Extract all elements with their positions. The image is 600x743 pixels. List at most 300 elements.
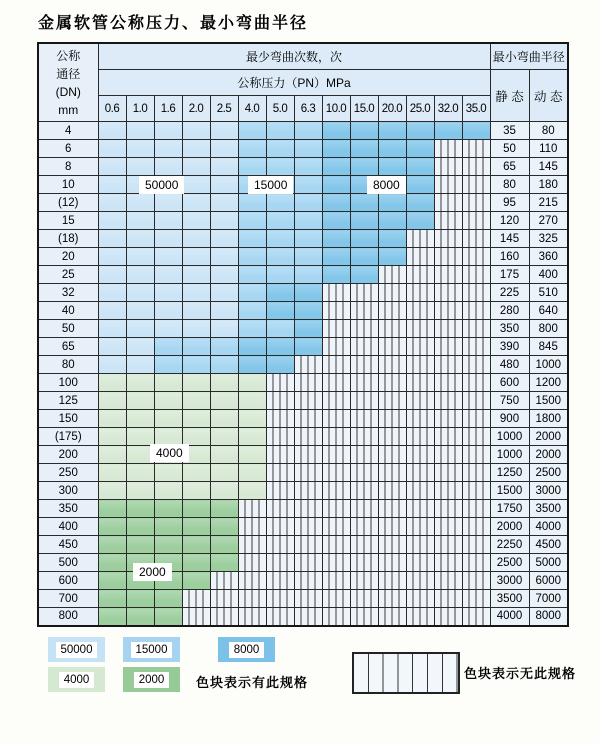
dn-cell: 80 — [38, 356, 98, 374]
cell-no-spec-hatch — [434, 482, 462, 500]
cell-spec-g40 — [210, 482, 238, 500]
cell-no-spec-hatch — [434, 500, 462, 518]
cell-no-spec-hatch — [322, 464, 350, 482]
cell-spec-g40 — [126, 428, 154, 446]
cell-no-spec-hatch — [238, 572, 266, 590]
cell-no-spec-hatch — [406, 590, 434, 608]
cell-spec-b50 — [210, 230, 238, 248]
cell-no-spec-hatch — [378, 302, 406, 320]
dynamic-value-cell: 3000 — [529, 482, 568, 500]
cell-spec-b15 — [238, 194, 266, 212]
cell-no-spec-hatch — [294, 536, 322, 554]
static-value-cell: 900 — [490, 410, 529, 428]
dynamic-value-cell: 1200 — [529, 374, 568, 392]
cell-no-spec-hatch — [378, 374, 406, 392]
legend-swatch-50000 — [48, 637, 105, 662]
static-value-cell: 3500 — [490, 590, 529, 608]
cell-no-spec-hatch — [462, 338, 490, 356]
cell-no-spec-hatch — [462, 320, 490, 338]
cell-no-spec-hatch — [266, 518, 294, 536]
cell-no-spec-hatch — [406, 428, 434, 446]
dynamic-value-cell: 215 — [529, 194, 568, 212]
dynamic-value-cell: 800 — [529, 320, 568, 338]
cell-spec-g20 — [210, 500, 238, 518]
cell-no-spec-hatch — [294, 554, 322, 572]
cell-no-spec-hatch — [322, 410, 350, 428]
cell-no-spec-hatch — [350, 374, 378, 392]
cell-no-spec-hatch — [462, 194, 490, 212]
legend-swatch-label: 8000 — [229, 642, 265, 658]
dynamic-value-cell: 400 — [529, 266, 568, 284]
cell-no-spec-hatch — [434, 230, 462, 248]
cell-no-spec-hatch — [350, 464, 378, 482]
table-row — [38, 554, 568, 572]
cell-no-spec-hatch — [434, 158, 462, 176]
cell-no-spec-hatch — [434, 572, 462, 590]
cell-no-spec-hatch — [266, 554, 294, 572]
corner-header-dn — [38, 43, 98, 122]
dn-cell: 150 — [38, 410, 98, 428]
legend-hatch-swatch — [352, 652, 460, 694]
cell-no-spec-hatch — [406, 500, 434, 518]
pressure-col-header: 1.6 — [154, 96, 182, 122]
cell-spec-b8 — [350, 266, 378, 284]
cell-no-spec-hatch — [406, 464, 434, 482]
cell-no-spec-hatch — [462, 536, 490, 554]
cell-spec-b50 — [98, 194, 126, 212]
cell-no-spec-hatch — [434, 338, 462, 356]
cell-no-spec-hatch — [434, 212, 462, 230]
cell-spec-g20 — [210, 554, 238, 572]
static-value-cell: 120 — [490, 212, 529, 230]
cell-spec-b50 — [182, 284, 210, 302]
table-row — [38, 464, 568, 482]
cell-spec-b15 — [266, 212, 294, 230]
legend-swatch-label: 50000 — [56, 642, 98, 658]
static-value-cell: 95 — [490, 194, 529, 212]
cell-spec-b50 — [210, 248, 238, 266]
cell-spec-b50 — [210, 140, 238, 158]
cell-spec-b8 — [322, 140, 350, 158]
pressure-col-header: 15.0 — [350, 96, 378, 122]
cell-spec-b15 — [182, 356, 210, 374]
cell-no-spec-hatch — [378, 572, 406, 590]
cell-spec-b50 — [126, 302, 154, 320]
cell-no-spec-hatch — [322, 482, 350, 500]
cell-spec-b15 — [238, 158, 266, 176]
cell-no-spec-hatch — [350, 536, 378, 554]
cell-no-spec-hatch — [378, 608, 406, 626]
cell-spec-b8 — [350, 122, 378, 140]
cell-no-spec-hatch — [406, 446, 434, 464]
cell-spec-b50 — [126, 122, 154, 140]
table-row — [38, 374, 568, 392]
cell-spec-g20 — [126, 536, 154, 554]
cell-no-spec-hatch — [294, 356, 322, 374]
pressure-col-header: 32.0 — [434, 96, 462, 122]
table-row — [38, 266, 568, 284]
cell-spec-b15 — [294, 158, 322, 176]
cell-spec-b8 — [350, 230, 378, 248]
cell-spec-b15 — [238, 140, 266, 158]
cell-no-spec-hatch — [322, 428, 350, 446]
static-value-cell: 2500 — [490, 554, 529, 572]
cell-spec-g20 — [98, 518, 126, 536]
static-value-cell: 65 — [490, 158, 529, 176]
cell-no-spec-hatch — [322, 302, 350, 320]
dynamic-value-cell: 8000 — [529, 608, 568, 626]
cell-spec-g20 — [210, 518, 238, 536]
cell-no-spec-hatch — [406, 302, 434, 320]
cell-spec-g20 — [154, 500, 182, 518]
cell-no-spec-hatch — [210, 608, 238, 626]
dynamic-value-cell: 110 — [529, 140, 568, 158]
cell-no-spec-hatch — [462, 518, 490, 536]
cell-no-spec-hatch — [434, 266, 462, 284]
cell-spec-b15 — [238, 284, 266, 302]
cell-spec-b8 — [294, 284, 322, 302]
dn-cell: 50 — [38, 320, 98, 338]
cell-spec-g20 — [182, 500, 210, 518]
cell-no-spec-hatch — [350, 302, 378, 320]
cell-spec-b50 — [126, 194, 154, 212]
pressure-col-header: 25.0 — [406, 96, 434, 122]
cell-spec-g20 — [154, 608, 182, 626]
cell-spec-g20 — [182, 572, 210, 590]
cell-no-spec-hatch — [378, 320, 406, 338]
legend-has-spec-text: 色块表示有此规格 — [196, 675, 309, 690]
table-row — [38, 122, 568, 140]
cell-spec-b8 — [266, 338, 294, 356]
cell-no-spec-hatch — [322, 338, 350, 356]
static-value-cell: 1500 — [490, 482, 529, 500]
static-value-cell: 1000 — [490, 446, 529, 464]
cell-spec-b50 — [210, 320, 238, 338]
cell-no-spec-hatch — [238, 554, 266, 572]
cell-no-spec-hatch — [266, 446, 294, 464]
cell-spec-b15 — [266, 140, 294, 158]
dynamic-value-cell: 4500 — [529, 536, 568, 554]
dn-cell: 100 — [38, 374, 98, 392]
cell-spec-b50 — [154, 140, 182, 158]
cell-spec-b50 — [210, 212, 238, 230]
cell-spec-b15 — [294, 230, 322, 248]
cell-spec-b8 — [322, 266, 350, 284]
cell-no-spec-hatch — [322, 392, 350, 410]
cell-spec-g40 — [238, 392, 266, 410]
cell-spec-b15 — [266, 320, 294, 338]
cell-spec-b15 — [238, 212, 266, 230]
cell-spec-g20 — [154, 536, 182, 554]
cell-spec-b15 — [266, 248, 294, 266]
cell-no-spec-hatch — [350, 518, 378, 536]
dn-cell: 300 — [38, 482, 98, 500]
cell-no-spec-hatch — [378, 428, 406, 446]
dynamic-value-cell: 640 — [529, 302, 568, 320]
cell-spec-b8 — [322, 176, 350, 194]
cell-spec-g40 — [154, 464, 182, 482]
cell-no-spec-hatch — [378, 410, 406, 428]
cell-no-spec-hatch — [294, 410, 322, 428]
cell-spec-b8 — [294, 338, 322, 356]
cell-no-spec-hatch — [434, 194, 462, 212]
cell-no-spec-hatch — [406, 536, 434, 554]
static-value-cell: 4000 — [490, 608, 529, 626]
cell-spec-b8 — [378, 194, 406, 212]
dn-cell: 350 — [38, 500, 98, 518]
cell-no-spec-hatch — [238, 500, 266, 518]
cell-no-spec-hatch — [294, 608, 322, 626]
cell-spec-b50 — [182, 230, 210, 248]
static-value-cell: 280 — [490, 302, 529, 320]
cell-spec-b8 — [350, 248, 378, 266]
cell-spec-g40 — [182, 482, 210, 500]
legend-swatch-label: 4000 — [59, 672, 95, 688]
cell-no-spec-hatch — [462, 230, 490, 248]
static-value-cell: 80 — [490, 176, 529, 194]
cell-no-spec-hatch — [378, 338, 406, 356]
cell-spec-g40 — [210, 392, 238, 410]
cell-spec-b8 — [294, 302, 322, 320]
table-row — [38, 446, 568, 464]
cell-spec-b50 — [98, 248, 126, 266]
cell-spec-g20 — [98, 536, 126, 554]
cell-no-spec-hatch — [434, 320, 462, 338]
table-row — [38, 338, 568, 356]
cell-no-spec-hatch — [294, 428, 322, 446]
cell-spec-g20 — [126, 608, 154, 626]
cell-no-spec-hatch — [238, 518, 266, 536]
cell-no-spec-hatch — [266, 374, 294, 392]
dn-cell: 400 — [38, 518, 98, 536]
cell-spec-b50 — [154, 230, 182, 248]
cell-spec-b50 — [98, 356, 126, 374]
cell-no-spec-hatch — [322, 536, 350, 554]
cell-spec-b50 — [126, 284, 154, 302]
cell-no-spec-hatch — [350, 428, 378, 446]
cell-no-spec-hatch — [462, 158, 490, 176]
table-row — [38, 212, 568, 230]
cell-spec-b50 — [182, 158, 210, 176]
table-wrapper — [37, 42, 569, 627]
pressure-col-header: 2.5 — [210, 96, 238, 122]
cell-spec-b15 — [238, 302, 266, 320]
pressure-col-header: 1.0 — [126, 96, 154, 122]
dn-cell: 700 — [38, 590, 98, 608]
cell-no-spec-hatch — [322, 590, 350, 608]
dynamic-value-cell: 7000 — [529, 590, 568, 608]
cell-no-spec-hatch — [378, 518, 406, 536]
cell-spec-b8 — [378, 140, 406, 158]
cell-spec-g20 — [154, 518, 182, 536]
static-value-cell: 2250 — [490, 536, 529, 554]
cell-spec-b8 — [350, 194, 378, 212]
cell-spec-g40 — [98, 410, 126, 428]
dn-cell: 40 — [38, 302, 98, 320]
cell-spec-b50 — [182, 194, 210, 212]
cell-no-spec-hatch — [294, 572, 322, 590]
dn-cell: 200 — [38, 446, 98, 464]
zone-label-8000: 8000 — [367, 176, 406, 194]
static-column-header: 静 态 — [490, 70, 529, 122]
cell-spec-b8 — [462, 122, 490, 140]
static-value-cell: 35 — [490, 122, 529, 140]
cell-no-spec-hatch — [462, 248, 490, 266]
cell-spec-b8 — [350, 158, 378, 176]
table-row — [38, 320, 568, 338]
cell-no-spec-hatch — [434, 374, 462, 392]
cell-no-spec-hatch — [406, 482, 434, 500]
cell-spec-b50 — [182, 122, 210, 140]
cell-no-spec-hatch — [434, 554, 462, 572]
cell-spec-g40 — [238, 482, 266, 500]
dn-cell: 32 — [38, 284, 98, 302]
dn-cell: 20 — [38, 248, 98, 266]
cell-spec-b15 — [266, 266, 294, 284]
pressure-col-header: 4.0 — [238, 96, 266, 122]
cell-no-spec-hatch — [434, 590, 462, 608]
dynamic-value-cell: 2500 — [529, 464, 568, 482]
cell-no-spec-hatch — [462, 284, 490, 302]
cell-no-spec-hatch — [294, 518, 322, 536]
cell-spec-g20 — [182, 554, 210, 572]
cell-no-spec-hatch — [210, 572, 238, 590]
cell-spec-b50 — [154, 122, 182, 140]
cell-spec-b8 — [294, 320, 322, 338]
zone-label-4000: 4000 — [150, 444, 189, 462]
cell-spec-g40 — [154, 374, 182, 392]
cell-spec-g20 — [210, 536, 238, 554]
dn-cell: 800 — [38, 608, 98, 626]
bend-times-header: 最少弯曲次数，次 — [98, 43, 490, 70]
cell-spec-b50 — [182, 266, 210, 284]
cell-no-spec-hatch — [462, 428, 490, 446]
dynamic-value-cell: 5000 — [529, 554, 568, 572]
dynamic-value-cell: 325 — [529, 230, 568, 248]
cell-no-spec-hatch — [322, 500, 350, 518]
pressure-header: 公称压力（PN）MPa — [98, 70, 490, 96]
corner-header-line: (DN) — [55, 84, 81, 99]
cell-spec-b8 — [322, 122, 350, 140]
cell-no-spec-hatch — [294, 464, 322, 482]
zone-label-2000: 2000 — [133, 563, 172, 581]
cell-spec-b15 — [294, 194, 322, 212]
cell-spec-g20 — [98, 608, 126, 626]
cell-spec-b15 — [266, 158, 294, 176]
cell-no-spec-hatch — [294, 392, 322, 410]
cell-no-spec-hatch — [434, 536, 462, 554]
cell-spec-b8 — [350, 140, 378, 158]
cell-spec-b50 — [98, 284, 126, 302]
table-row — [38, 410, 568, 428]
cell-no-spec-hatch — [406, 608, 434, 626]
cell-spec-b50 — [126, 248, 154, 266]
table-row — [38, 140, 568, 158]
cell-no-spec-hatch — [462, 554, 490, 572]
cell-no-spec-hatch — [350, 356, 378, 374]
cell-no-spec-hatch — [350, 392, 378, 410]
static-value-cell: 160 — [490, 248, 529, 266]
cell-no-spec-hatch — [294, 446, 322, 464]
cell-no-spec-hatch — [462, 410, 490, 428]
cell-no-spec-hatch — [322, 356, 350, 374]
cell-spec-b8 — [350, 212, 378, 230]
pressure-col-header: 5.0 — [266, 96, 294, 122]
cell-spec-g40 — [238, 410, 266, 428]
cell-spec-b8 — [322, 158, 350, 176]
dynamic-value-cell: 2000 — [529, 446, 568, 464]
static-value-cell: 175 — [490, 266, 529, 284]
cell-spec-g40 — [182, 374, 210, 392]
cell-no-spec-hatch — [322, 284, 350, 302]
cell-no-spec-hatch — [406, 572, 434, 590]
cell-spec-b8 — [322, 230, 350, 248]
cell-spec-g40 — [98, 392, 126, 410]
dn-cell: 125 — [38, 392, 98, 410]
cell-spec-g40 — [126, 410, 154, 428]
cell-no-spec-hatch — [210, 590, 238, 608]
spec-table — [37, 42, 569, 627]
cell-no-spec-hatch — [462, 500, 490, 518]
cell-spec-b50 — [98, 302, 126, 320]
static-value-cell: 145 — [490, 230, 529, 248]
dynamic-value-cell: 510 — [529, 284, 568, 302]
cell-no-spec-hatch — [462, 482, 490, 500]
cell-no-spec-hatch — [322, 446, 350, 464]
cell-spec-b8 — [322, 194, 350, 212]
cell-no-spec-hatch — [350, 320, 378, 338]
cell-no-spec-hatch — [462, 590, 490, 608]
cell-no-spec-hatch — [434, 140, 462, 158]
cell-spec-b8 — [406, 122, 434, 140]
cell-spec-b15 — [266, 230, 294, 248]
cell-no-spec-hatch — [350, 410, 378, 428]
cell-spec-b50 — [182, 320, 210, 338]
cell-spec-b15 — [154, 356, 182, 374]
dn-cell: (12) — [38, 194, 98, 212]
static-value-cell: 225 — [490, 284, 529, 302]
cell-no-spec-hatch — [266, 536, 294, 554]
cell-spec-g20 — [98, 500, 126, 518]
legend-swatch-label: 2000 — [134, 672, 170, 688]
cell-spec-b8 — [406, 176, 434, 194]
table-row — [38, 608, 568, 626]
dn-cell: 4 — [38, 122, 98, 140]
cell-spec-b15 — [238, 248, 266, 266]
cell-spec-b8 — [266, 356, 294, 374]
cell-spec-g40 — [154, 410, 182, 428]
cell-spec-b50 — [182, 302, 210, 320]
cell-no-spec-hatch — [350, 572, 378, 590]
cell-no-spec-hatch — [406, 392, 434, 410]
cell-spec-b50 — [98, 212, 126, 230]
cell-no-spec-hatch — [406, 338, 434, 356]
pressure-col-header: 6.3 — [294, 96, 322, 122]
dynamic-value-cell: 270 — [529, 212, 568, 230]
cell-no-spec-hatch — [322, 320, 350, 338]
cell-no-spec-hatch — [350, 590, 378, 608]
cell-spec-b15 — [266, 122, 294, 140]
static-value-cell: 350 — [490, 320, 529, 338]
dynamic-value-cell: 1000 — [529, 356, 568, 374]
cell-no-spec-hatch — [434, 302, 462, 320]
cell-spec-g40 — [210, 446, 238, 464]
cell-spec-b8 — [406, 158, 434, 176]
cell-spec-g40 — [238, 428, 266, 446]
cell-spec-b8 — [238, 356, 266, 374]
dynamic-value-cell: 845 — [529, 338, 568, 356]
cell-no-spec-hatch — [378, 536, 406, 554]
